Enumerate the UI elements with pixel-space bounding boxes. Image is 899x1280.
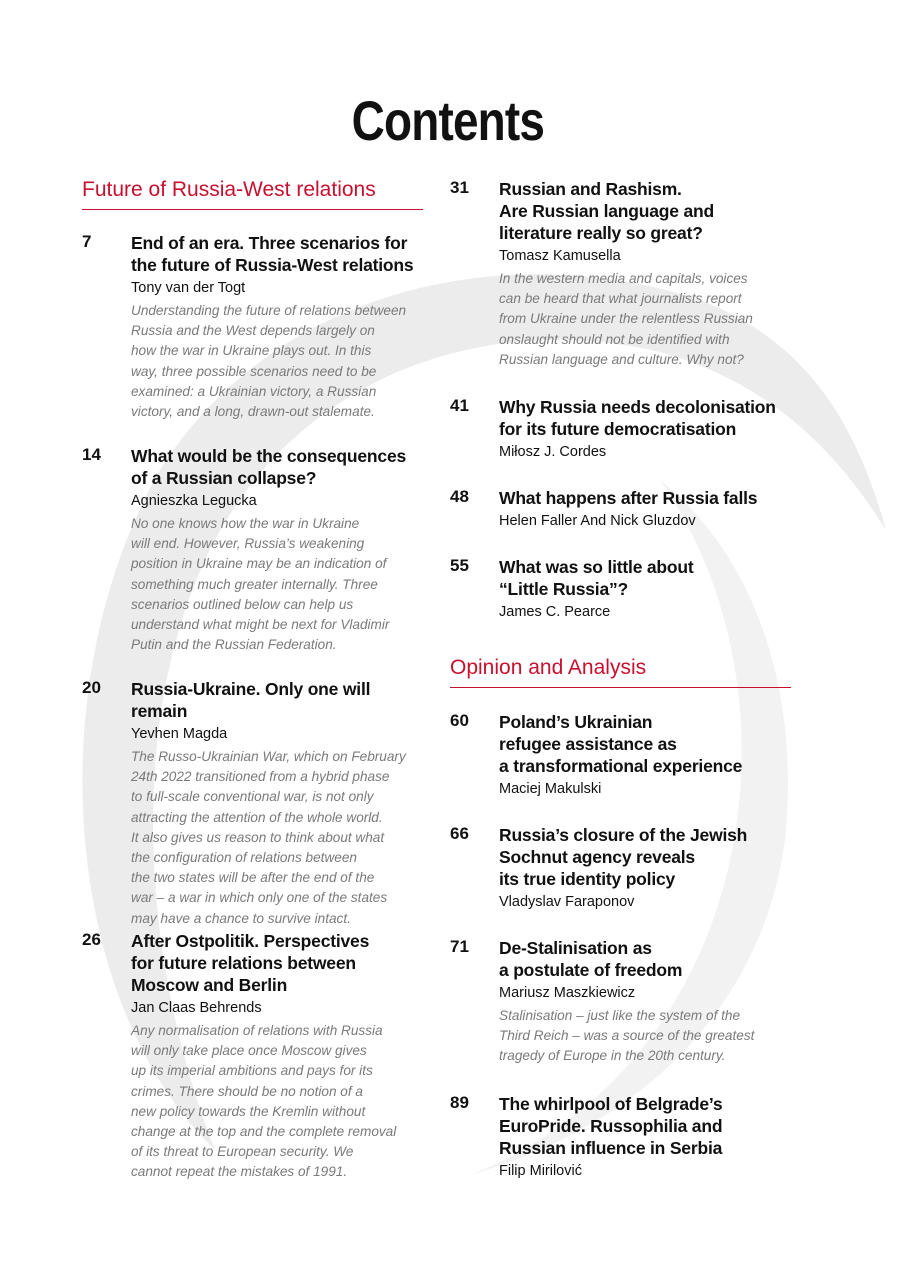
article-title[interactable]: The whirlpool of Belgrade’s EuroPride. Russophilia and Russian influence in Serbia xyxy=(499,1094,723,1158)
article-title[interactable]: Russia’s closure of the Jewish Sochnut agency reveals its true identity policy xyxy=(499,825,748,889)
article-author: Yevhen Magda xyxy=(131,726,228,742)
article-title[interactable]: Poland’s Ukrainian refugee assistance as a transformational experience xyxy=(499,712,743,776)
article-title[interactable]: Why Russia needs decolonisation for its future democratisation xyxy=(499,397,776,439)
page-number: 66 xyxy=(450,824,469,843)
article-title[interactable]: Russian and Rashism. Are Russian language and literature really so great? xyxy=(499,179,714,243)
article-author: Maciej Makulski xyxy=(499,781,602,797)
article-title[interactable]: What would be the consequences of a Russian collapse? xyxy=(131,446,407,488)
page-number: 55 xyxy=(450,556,469,575)
article-title[interactable]: End of an era. Three scenarios for the future of Russia-West relations xyxy=(131,233,414,275)
article-author: Miłosz J. Cordes xyxy=(499,444,607,460)
article-author: Tony van der Togt xyxy=(131,280,246,296)
article-summary: In the western media and capitals, voices can be heard that what journalists report from Ukraine under the relentless Russian onslaught should not be identified with Russian language and culture. Why not? xyxy=(499,271,753,367)
article-summary: Any normalisation of relations with Russia will only take place once Moscow gives up its imperial ambitions and pays for its crimes. There should be no notion of a new policy towards the Kremlin without change at the top and the complete removal of its threat to European security. We cannot repeat the mistakes of 1991. xyxy=(131,1023,397,1180)
page-number: 48 xyxy=(450,487,469,506)
page-number: 14 xyxy=(82,445,101,464)
page-number: 7 xyxy=(82,232,92,251)
article-author: James C. Pearce xyxy=(499,604,611,620)
article-author: Jan Claas Behrends xyxy=(131,1000,262,1016)
section-heading-right: Opinion and Analysis xyxy=(450,656,791,688)
article-title[interactable]: What happens after Russia falls xyxy=(499,488,758,508)
article-author: Tomasz Kamusella xyxy=(499,248,621,264)
page-number: 31 xyxy=(450,178,469,197)
page-number: 71 xyxy=(450,937,469,956)
article-title[interactable]: After Ostpolitik. Perspectives for future relations between Moscow and Berlin xyxy=(131,931,370,995)
page-number: 20 xyxy=(82,678,101,697)
article-author: Filip Mirilović xyxy=(499,1163,582,1179)
article-summary: The Russo-Ukrainian War, which on February 24th 2022 transitioned from a hybrid phase to full-scale conventional war, is not only attracting the attention of the whole world. It also gives us reason to think about what the configuration of relations between the two states will be after the end of the war – a war in which only one of the states may have a chance to survive intact. xyxy=(131,749,406,926)
article-summary: Understanding the future of relations between Russia and the West depends largely on how the war in Ukraine plays out. In this way, three possible scenarios need to be examined: a Ukrainian victory, a Russian victory, and a long, drawn-out stalemate. xyxy=(131,303,407,420)
article-summary: No one knows how the war in Ukraine will end. However, Russia’s weakening position in Ukraine may be an indication of something much greater internally. Three scenarios outlined below can help us understand what might be next for Vladimir Putin and the Russian Federation. xyxy=(131,516,390,653)
page-number: 26 xyxy=(82,930,101,949)
article-title[interactable]: De-Stalinisation as a postulate of freedom xyxy=(499,938,683,980)
page-number: 41 xyxy=(450,396,469,415)
article-author: Helen Faller And Nick Gluzdov xyxy=(499,513,696,529)
page-number: 60 xyxy=(450,711,469,730)
article-title[interactable]: Russia-Ukraine. Only one will remain xyxy=(131,679,371,721)
article-summary: Stalinisation – just like the system of the Third Reich – was a source of the greatest tragedy of Europe in the 20th century. xyxy=(499,1008,755,1064)
article-author: Mariusz Maszkiewicz xyxy=(499,985,636,1001)
article-author: Agnieszka Legucka xyxy=(131,493,257,509)
section-heading-left: Future of Russia-West relations xyxy=(82,178,423,210)
page-number: 89 xyxy=(450,1093,469,1112)
page-title: Contents xyxy=(351,89,545,152)
article-title[interactable]: What was so little about “Little Russia”? xyxy=(499,557,694,599)
article-author: Vladyslav Faraponov xyxy=(499,894,635,910)
